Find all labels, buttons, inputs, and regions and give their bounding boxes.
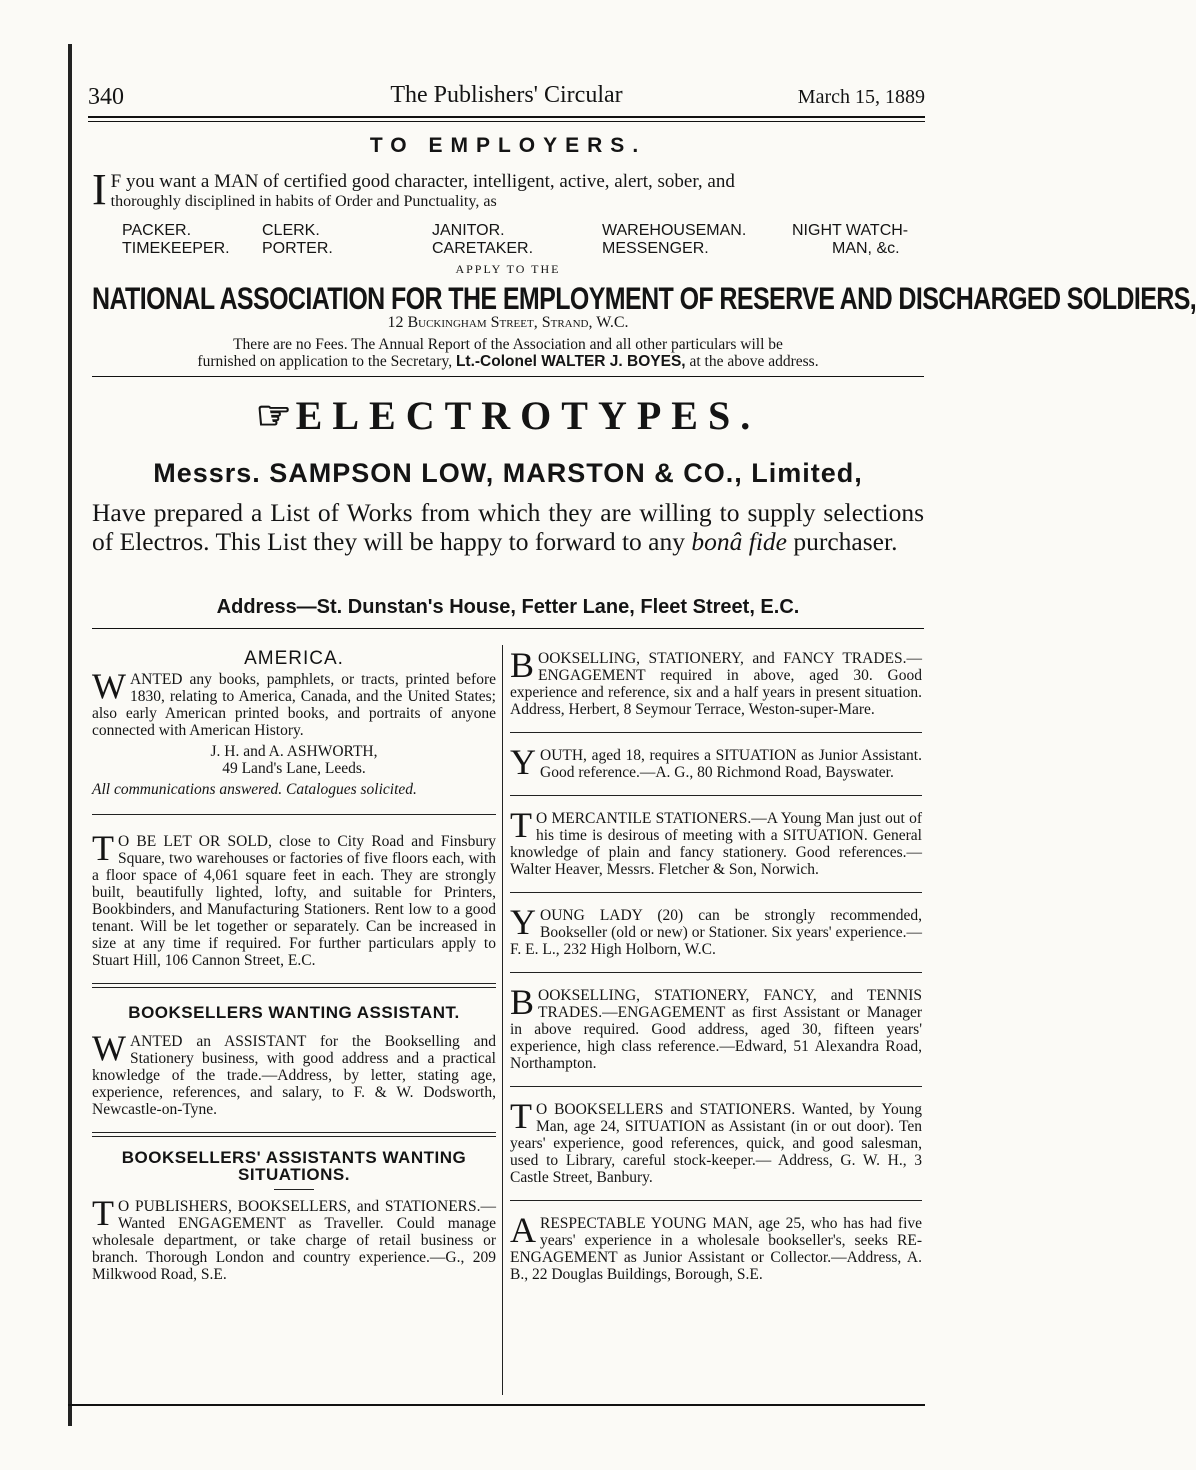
footer-rule (68, 1404, 925, 1406)
left-column (92, 650, 496, 1283)
electrotypes-title: ELECTROTYPES. (295, 393, 761, 438)
advert-body: OUNG LADY (20) can be strongly recommended, Bookseller (old or new) or Stationer. Six years' experience.—F. E. L., 232 High Holborn, W.C. (510, 907, 922, 958)
advert-body: OUTH, aged 18, requires a SITUATION as Junior Assistant. Good reference.—A. G., 80 Richmond Road, Bayswater. (540, 747, 922, 781)
assistants-dropcap: T (92, 1193, 114, 1233)
employers-heading: TO EMPLOYERS. (369, 134, 647, 157)
issue-date: March 15, 1889 (797, 86, 925, 108)
ad-divider (510, 1200, 922, 1201)
publication-title: The Publishers' Circular (390, 82, 623, 108)
electrotypes-body (92, 498, 924, 556)
apply-to: APPLY TO THE (455, 262, 561, 276)
assistants-body: O PUBLISHERS, BOOKSELLERS, and STATIONERS.—Wanted ENGAGEMENT as Traveller. Could manage wholesale department, or take charge of retail business or branch. Thorough London and country experience.—G., 209 Milkwood Road, S.E. (92, 1198, 496, 1283)
advert-dropcap: B (510, 645, 535, 685)
advert-body: O MERCANTILE STATIONERS.—A Young Man just out of his time is desirous of meeting with a SITUATION. General knowledge of plain and fancy stationery. Good references.— Walter Heaver, Messrs. Fletcher & Son, Norwich. (510, 810, 922, 878)
electrotypes-heading (92, 392, 924, 439)
occupation-item: MAN, &c. (832, 240, 900, 257)
advert-body: RESPECTABLE YOUNG MAN, age 25, who has had five years' experience in a wholesale bookseller's, seeks RE-ENGAGEMENT as Junior Assistant or Collector.—Address, A. B., 22 Douglas Buildings, Borough, S.E. (510, 1215, 922, 1283)
situation-advert (510, 902, 922, 958)
advert-body: OOKSELLING, STATIONERY, and FANCY TRADES.—ENGAGEMENT required in above, aged 30. Good experience and reference, six and a half years in present situation. Address, Herbert, 8 Seymour Terrace, Weston-super-Mare. (510, 650, 922, 718)
fees-line2-end: at the above address. (689, 353, 819, 370)
ad-divider (510, 892, 922, 893)
left-margin-rule (68, 44, 72, 1426)
ad-divider (510, 795, 922, 796)
employers-intro-line2: thoroughly disciplined in habits of Order and Punctuality, as (110, 193, 497, 210)
association-address: 12 Buckingham Street, Strand, W.C. (387, 314, 629, 331)
america-body: ANTED any books, pamphlets, or tracts, printed before 1830, relating to America, Canada, and the United States; also early American printed books, and portraits of anyone connected with American History. (92, 671, 496, 739)
employers-intro (92, 165, 924, 214)
fees-line1: There are no Fees. The Annual Report of the Association and all other particulars will be (233, 336, 783, 353)
electrotypes-firm: Messrs. SAMPSON LOW, MARSTON & CO., Limited, (153, 458, 863, 488)
america-heading: AMERICA. (244, 648, 344, 669)
advert-dropcap: T (510, 805, 532, 845)
to-be-let-advert (92, 828, 496, 969)
ad-divider (92, 1132, 496, 1133)
advert-dropcap: A (510, 1210, 536, 1250)
ad-divider (92, 983, 496, 984)
header-rule-thin (88, 121, 925, 122)
situation-advert (510, 805, 922, 878)
page-number: 340 (88, 84, 124, 110)
advert-body: O BOOKSELLERS and STATIONERS. Wanted, by Young Man, age 24, SITUATION as Assistant (in or out door). Ten years' experience, good references, quick, and good salesman, used to Library, careful stock-keeper.— Address, G. W. H., 3 Castle Street, Banbury. (510, 1101, 922, 1186)
occupation-item: PACKER. (122, 222, 192, 239)
america-advert (92, 666, 496, 739)
america-dropcap: W (92, 666, 126, 706)
association-name: NATIONAL ASSOCIATION FOR THE EMPLOYMENT OF RESERVE AND DISCHARGED SOLDIERS, (92, 281, 1196, 317)
employers-dropcap: I (92, 165, 107, 214)
situation-advert (510, 1210, 922, 1283)
ad-divider (92, 987, 496, 988)
fees-line2 (92, 353, 924, 370)
situation-advert (510, 645, 922, 718)
occupation-item: NIGHT WATCH- (792, 222, 909, 239)
employers-intro-line1: F you want a MAN of certified good character, intelligent, active, alert, sober, and (110, 171, 735, 192)
booksellers-wanting-body: ANTED an ASSISTANT for the Bookselling and Stationery business, with good address and a practical knowledge of the trade.—Address, by letter, stating age, experience, references, and salary, to F. & W. Dodsworth, Newcastle-on-Tyne. (92, 1033, 496, 1118)
electrotypes-text-end: purchaser. (793, 527, 898, 556)
assistants-advert (92, 1193, 496, 1283)
occupation-item: MESSENGER. (602, 240, 709, 257)
assistants-heading-line2: SITUATIONS. (238, 1165, 350, 1184)
section-rule (92, 628, 924, 629)
advert-body: OOKSELLING, STATIONERY, FANCY, and TENNIS TRADES.—ENGAGEMENT as first Assistant or Manager in above required. Good address, aged 30, fifteen years' experience, high class reference.—Edward, 51 Alexandra Road, Northampton. (510, 987, 922, 1072)
booksellers-wanting-advert (92, 1028, 496, 1118)
association-fees (92, 336, 924, 370)
occupation-item: JANITOR. (432, 222, 505, 239)
electrotypes-text: Have prepared a List of Works from which they are willing to supply selections of Electros. This List they will be happy to forward to any (92, 498, 924, 556)
right-column (510, 645, 922, 1283)
occupation-item: WAREHOUSEMAN. (602, 222, 747, 239)
advert-dropcap: Y (510, 742, 536, 782)
america-signature: J. H. and A. ASHWORTH, (210, 743, 378, 760)
booksellers-wanting-heading: BOOKSELLERS WANTING ASSISTANT. (128, 1003, 460, 1022)
electrotypes-italic: bonâ fide (691, 527, 787, 556)
advert-dropcap: T (510, 1096, 532, 1136)
fees-line2-start: furnished on application to the Secretary, (197, 353, 453, 370)
pointing-hand-icon: ☞ (255, 393, 296, 438)
employers-advert (92, 134, 924, 158)
ad-divider (510, 1086, 922, 1087)
situation-advert (510, 1096, 922, 1186)
occupation-item: TIMEKEEPER. (122, 240, 230, 257)
electrotypes-address: Address—St. Dunstan's House, Fetter Lane, Fleet Street, E.C. (216, 596, 800, 618)
occupation-item: CARETAKER. (432, 240, 534, 257)
to-be-let-body: O BE LET OR SOLD, close to City Road and Finsbury Square, two warehouses or factories of five floors each, with a floor space of 4,061 square feet in each. They are strongly built, beautifully lighted, lofty, and suitable for Printers, Bookbinders, and Manufacturing Stationers. Rent low to a good tenant. Will be let together or separately. Can be increased in size at any time if required. For further particulars apply to Stuart Hill, 106 Cannon Street, E.C. (92, 833, 496, 969)
header-rule (88, 116, 925, 118)
occupation-item: CLERK. (262, 222, 320, 239)
occupation-item: PORTER. (262, 240, 333, 257)
booksellers-wanting-dropcap: W (92, 1028, 126, 1068)
situation-advert (510, 982, 922, 1072)
to-be-let-dropcap: T (92, 828, 114, 868)
secretary-name: Lt.-Colonel WALTER J. BOYES, (455, 353, 686, 370)
column-divider (502, 645, 503, 1395)
advert-dropcap: B (510, 982, 535, 1022)
ad-divider (510, 972, 922, 973)
situation-advert (510, 742, 922, 782)
page-header (88, 82, 925, 112)
ad-divider (92, 814, 496, 815)
america-address: 49 Land's Lane, Leeds. (222, 760, 366, 777)
occupations-list (122, 222, 932, 258)
section-rule (92, 376, 924, 377)
ad-divider (510, 732, 922, 733)
association-name-wrap (92, 281, 1196, 317)
america-note: All communications answered. Catalogues solicited. (92, 781, 417, 798)
short-rule (274, 1189, 314, 1190)
advert-dropcap: Y (510, 902, 536, 942)
assistants-heading-line1: BOOKSELLERS' ASSISTANTS WANTING (121, 1148, 467, 1167)
ad-divider (92, 1136, 496, 1137)
